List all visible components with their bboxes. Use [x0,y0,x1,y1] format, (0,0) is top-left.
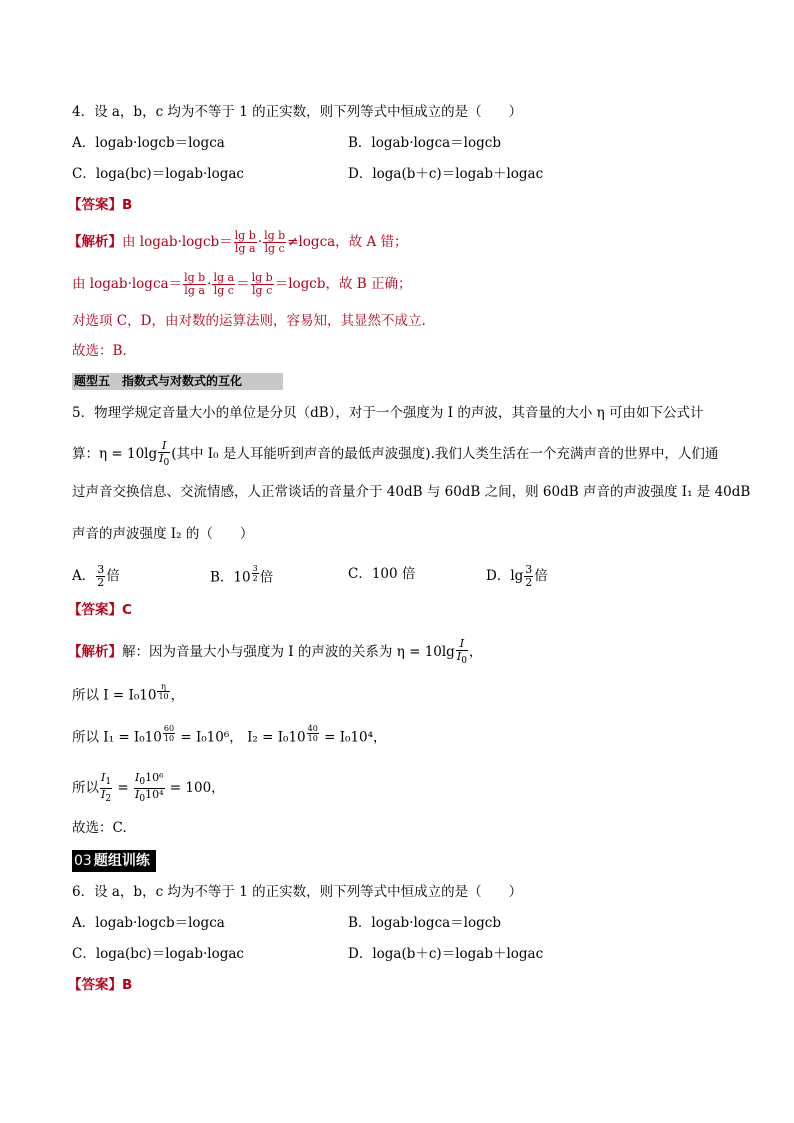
q4-analysis-line-3: 对选项 C，D，由对数的运算法则，容易知，其显然不成立. [72,313,426,329]
q5-stem-2-pre: 算：η = 10lg [72,446,158,463]
fraction: $\frac{3}{2}$ [525,563,533,589]
q5-option-d-suffix: 倍 [534,568,548,584]
q4-analysis-line-1: 【解析】由 logab·logcb＝ $\frac{\text{lg b}}{\text{lg a}}$ · $\frac{\text{lg b}}{\text{lg c}}$ ≠logca，故 A 错； [68,229,408,255]
q4-stem: 4．设 a，b，c 均为不等于 1 的正实数，则下列等式中恒成立的是（ ） [72,104,523,120]
q5-stem-line-2 [72,440,718,469]
q6-option-b: B．logab·logca＝logcb [348,915,501,931]
q4-option-c: C．loga(bc)＝logab·logac [72,166,244,182]
fraction: $\frac{I}{I_0}$ [159,439,170,469]
section-badge-text: 题组训练 [93,853,150,869]
q6-option-a: A．logab·logcb＝logca [72,915,225,931]
fraction: $\frac{\text{lg b}}{\text{lg a}}$ [234,229,256,255]
q5-stem-line-3: 过声音交换信息、交流情感，人正常谈话的音量介于 40dB 与 60dB 之间，则 60dB 声音的声波强度 I₁ 是 40dB [72,484,751,500]
q6-option-c: C．loga(bc)＝logab·logac [72,946,244,962]
q4-analysis-line-2: 由 logab·logca＝ $\frac{\text{lg b}}{\text{lg a}}$ · $\frac{\text{lg a}}{\text{lg c}}$ ＝ $\frac{\text{lg b}}{\text{lg c}}$ ＝logcb，故 B 正确； [72,271,412,297]
q5-analysis-line-4: 所以 $\frac{I_1}{I_2}$ = $\frac{I_010^6}{I_010^4}$ = 100， [72,771,225,805]
q5-answer: 【答案】C [68,602,132,618]
q6-answer: 【答案】B [68,977,133,993]
q5-analysis-label: 【解析】 [68,644,122,661]
fraction: η 10 [158,682,169,701]
q4-option-d: D．loga(b＋c)＝logab＋logac [348,166,544,182]
q5-conclusion: 故选：C. [72,820,127,836]
q4-conclusion: 故选：B. [72,343,127,359]
q5-option-d-label: D．lg [486,568,524,584]
fraction: $\frac{\text{lg b}}{\text{lg c}}$ [251,271,273,297]
q5-analysis-3-post: = I₀10⁴， [319,729,387,746]
q5-option-a-label: A． [72,568,96,584]
q4-analysis-2-pre: 由 logab·logca＝ [72,276,183,292]
q4-option-a: A．logab·logcb＝logca [72,135,225,151]
section-heading: 题型五 指数式与对数式的互化 [72,373,283,390]
q6-stem: 6．设 a，b，c 均为不等于 1 的正实数，则下列等式中恒成立的是（ ） [72,884,523,900]
q5-stem-line-4: 声音的声波强度 I₂ 的（ ） [72,526,254,542]
fraction: $\frac{3}{2}$ [97,563,105,589]
fraction: $\frac{I_010^6}{I_010^4}$ [135,771,164,805]
q5-option-c: C．100 倍 [348,566,416,582]
q5-analysis-line-1 [68,638,482,667]
fraction: 3 2 [252,564,258,583]
q5-stem-line-1: 5．物理学规定音量大小的单位是分贝（dB），对于一个强度为 I 的声波，其音量的大小 η 可由如下公式计 [72,405,704,421]
q5-option-b-suffix: 倍 [259,569,274,586]
q5-analysis-2-text: 所以 I = I₀10 [72,687,157,704]
fraction: $\frac{I}{I_0}$ [456,637,467,667]
q5-stem-2-post: (其中 I₀ 是人耳能听到声音的最低声波强度).我们人类生活在一个充满声音的世界中，人们通 [171,446,719,463]
fraction: 60 10 [163,724,175,743]
q4-analysis-label: 【解析】 [68,234,122,250]
q5-analysis-line-3 [72,724,387,748]
q5-analysis-1-pre: 解：因为音量大小与强度为 I 的声波的关系为 η = 10lg [122,644,455,661]
q4-analysis-1-post: ≠logca，故 A 错； [287,234,408,250]
section-badge-number: 03 [74,853,92,869]
fraction: $\frac{\text{lg a}}{\text{lg c}}$ [213,271,235,297]
q4-analysis-2-post: ＝logcb，故 B 正确； [274,276,412,292]
q5-analysis-1-post: ， [468,644,483,661]
q6-option-d: D．loga(b＋c)＝logab＋logac [348,946,544,962]
q4-answer: 【答案】B [68,197,133,213]
q5-analysis-4-pre: 所以 [72,780,99,797]
q5-analysis-3-mid: = I₀10⁶， I₂ = I₀10 [176,729,306,746]
q5-option-d [486,564,548,589]
q5-option-b: B．10 $^{\frac{3}{2}}$ 倍 [210,564,274,586]
q5-option-a [72,564,120,589]
fraction: $\frac{\text{lg b}}{\text{lg c}}$ [264,229,286,255]
q5-analysis-3-text: 所以 I₁ = I₀10 [72,729,162,746]
fraction: $\frac{\text{lg b}}{\text{lg a}}$ [184,271,206,297]
q5-analysis-4-post: = 100， [165,780,225,797]
q5-option-b-label: B． [210,569,234,586]
fraction: $\frac{I_1}{I_2}$ [101,771,112,805]
q4-analysis-1-pre: 由 logab·logcb＝ [122,234,233,250]
fraction: 40 10 [307,724,318,743]
q5-option-a-suffix: 倍 [106,568,120,584]
section-badge [72,850,156,872]
q4-option-b: B．logab·logca＝logcb [348,135,501,151]
q5-analysis-line-2: 所以 I = I₀10 $^{\frac{\eta}{10}}$ ， [72,682,185,704]
